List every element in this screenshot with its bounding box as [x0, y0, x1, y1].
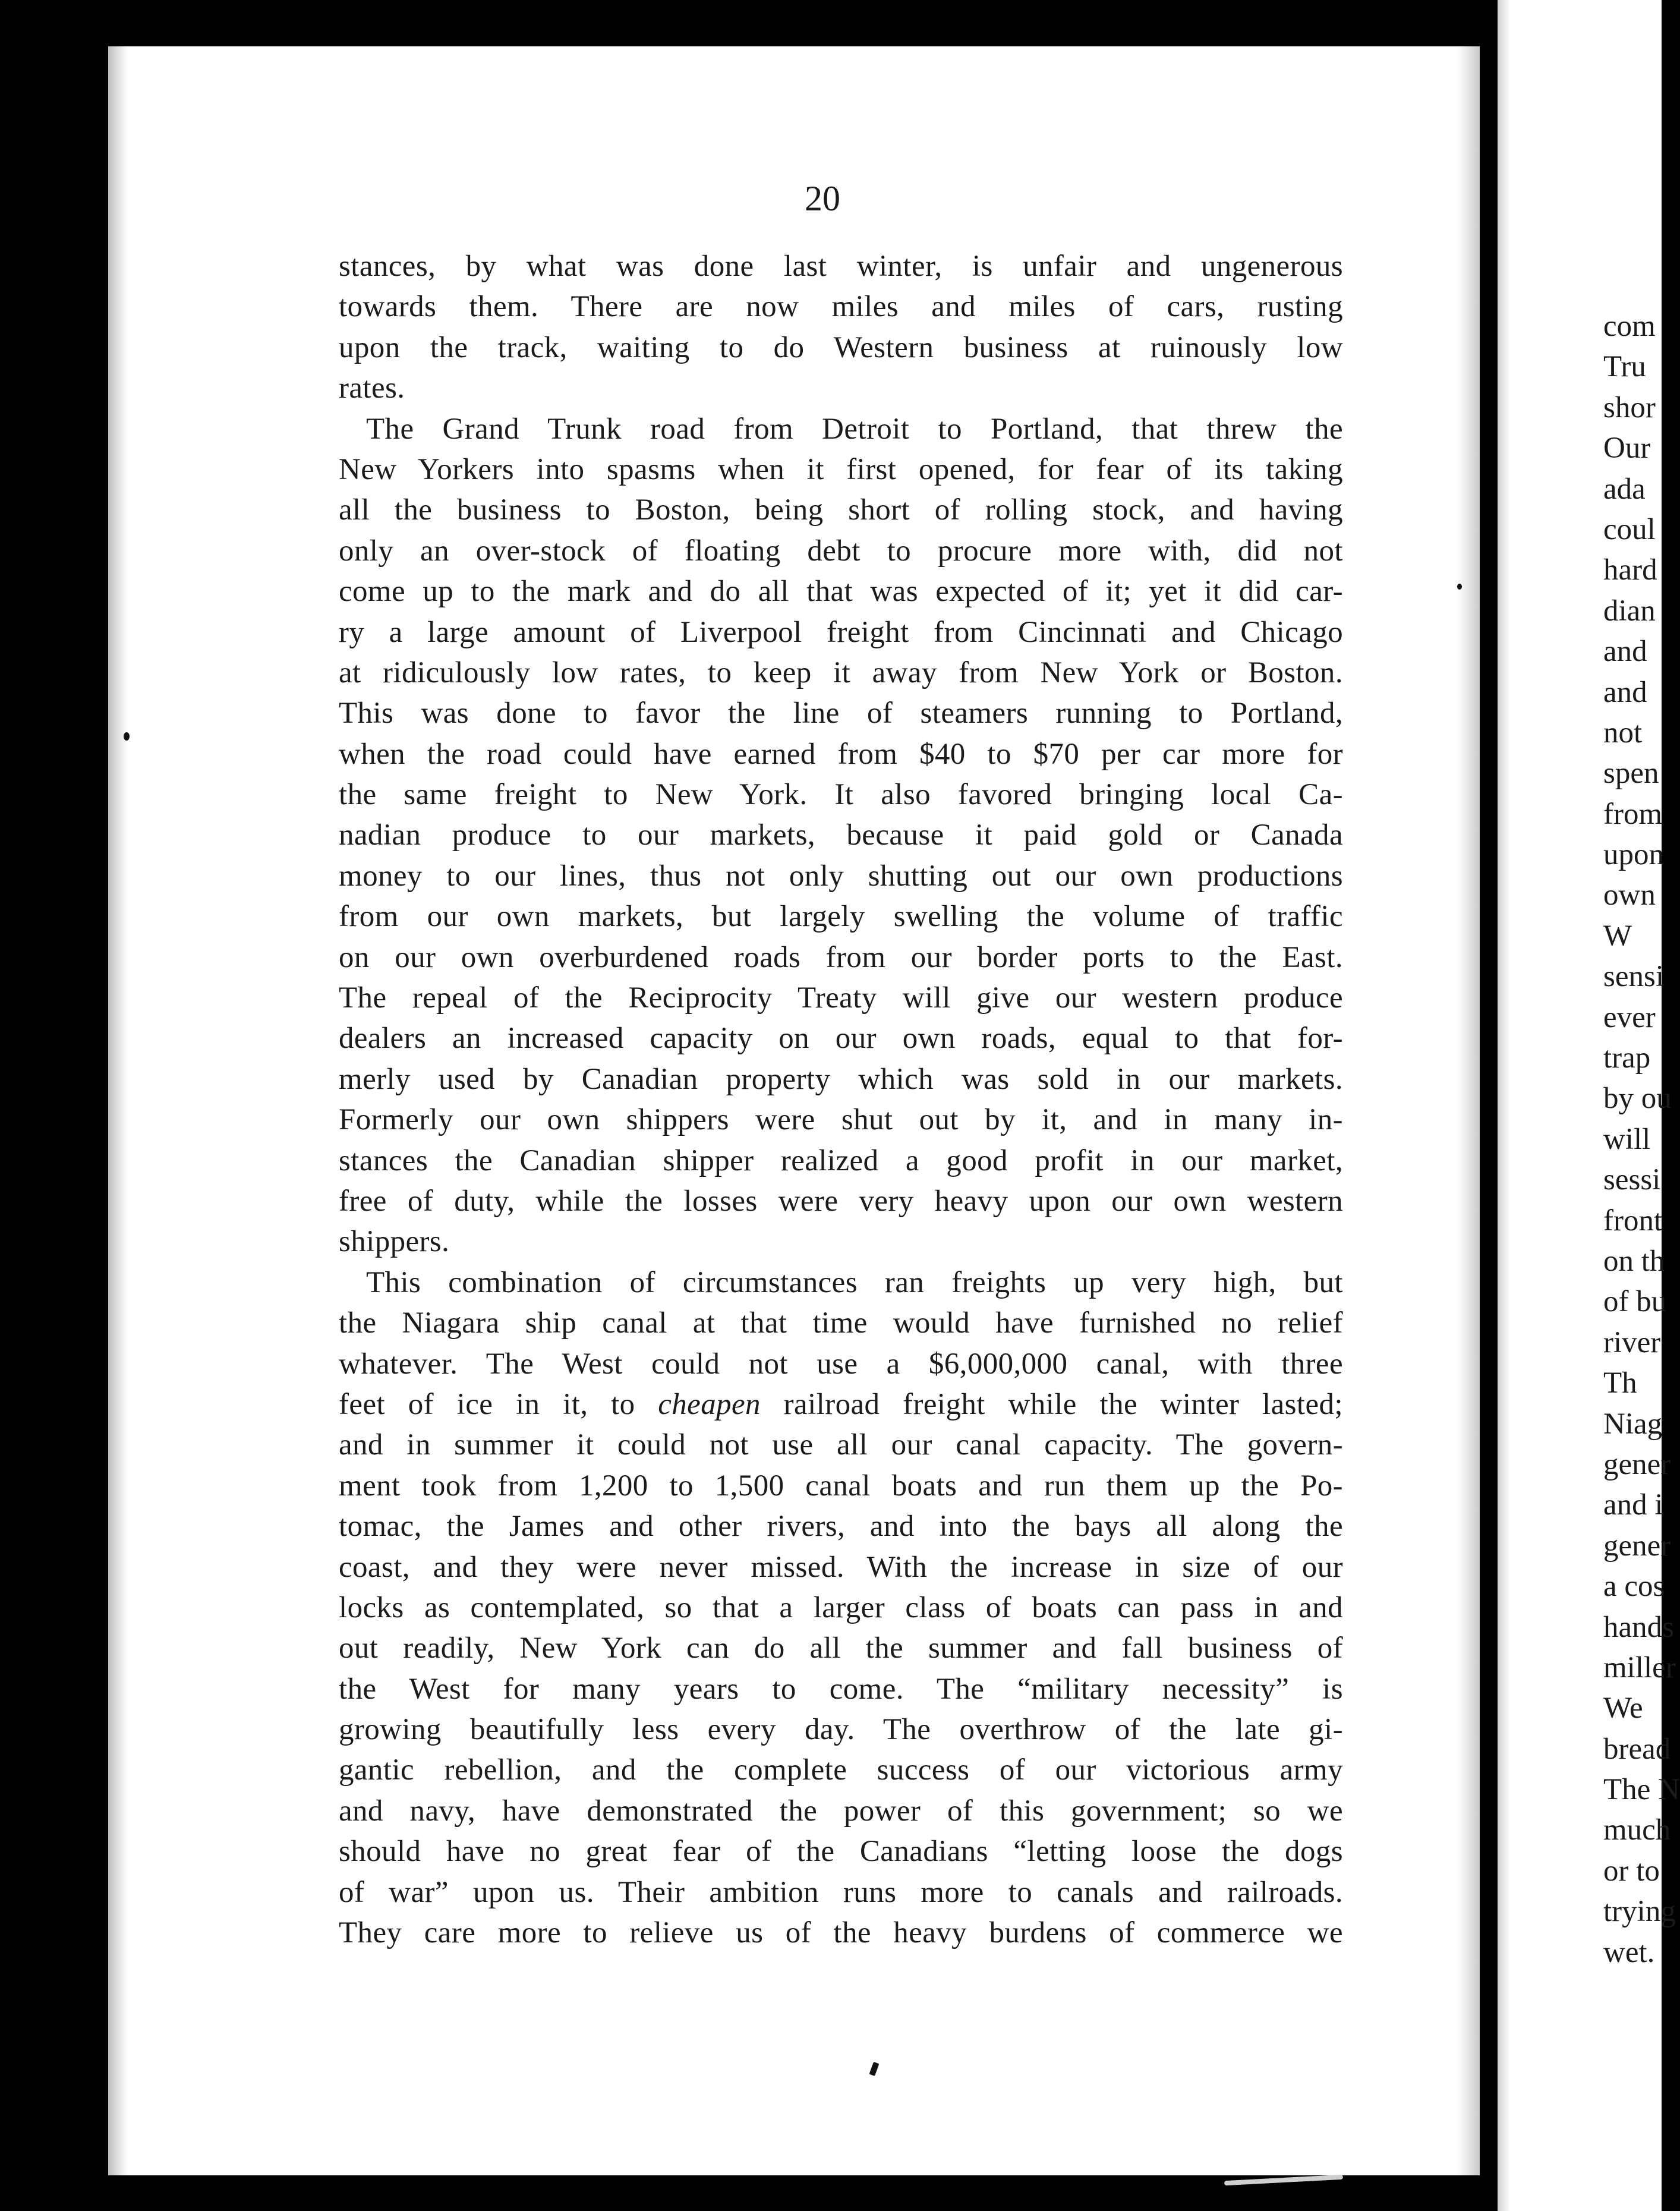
fragment-line: own [1603, 878, 1656, 912]
fragment-line: bread [1603, 1732, 1671, 1766]
fragment-line: sessi [1603, 1163, 1661, 1197]
text-line: coast, and they were never missed. With the increase in size of our [339, 1550, 1343, 1584]
fragment-line: The N [1603, 1773, 1680, 1807]
margin-speck [1224, 2175, 1343, 2185]
fragment-line: front [1603, 1204, 1663, 1237]
fragment-line: W [1603, 919, 1632, 953]
fragment-line: hard [1603, 553, 1657, 587]
text-line: They care more to relieve us of the heavy burdens of commerce we [339, 1916, 1343, 1950]
text-line: the West for many years to come. The “military necessity” is [339, 1672, 1343, 1706]
text-line: ment took from 1,200 to 1,500 canal boats and run them up the Po- [339, 1469, 1343, 1503]
fragment-line: from [1603, 797, 1663, 831]
text-line: the same freight to New York. It also favored bringing local Ca- [339, 778, 1343, 812]
fragment-line: on th [1603, 1244, 1665, 1278]
text-line: of war” upon us. Their ambition runs more to canals and railroads. [339, 1875, 1343, 1909]
fragment-line: and [1603, 675, 1647, 709]
body-text [339, 246, 1343, 1953]
fragment-line: miller [1603, 1651, 1676, 1684]
text-line: This combination of circumstances ran freights up very high, but [366, 1265, 1343, 1299]
text-line: and in summer it could not use all our canal capacity. The govern- [339, 1428, 1343, 1462]
text-line: at ridiculously low rates, to keep it away from New York or Boston. [339, 656, 1343, 689]
fragment-line: or to [1603, 1854, 1660, 1888]
text-line: locks as contemplated, so that a larger class of boats can pass in and [339, 1590, 1343, 1624]
fragment-line: wet. [1603, 1935, 1655, 1969]
text-line: tomac, the James and other rivers, and into the bays all along the [339, 1510, 1343, 1544]
fragment-line: upon [1603, 838, 1664, 872]
emphasized-word: cheapen [658, 1387, 761, 1421]
fragment-line: a cos [1603, 1570, 1665, 1604]
text-line: free of duty, while the losses were very heavy upon our own western [339, 1184, 1343, 1218]
fragment-line: and i [1603, 1488, 1663, 1522]
text-line: money to our lines, thus not only shutting out our own productions [339, 859, 1343, 893]
text-line [339, 1384, 1343, 1425]
text-segment: feet of ice in it, to [339, 1387, 658, 1421]
fragment-line: spen [1603, 757, 1659, 790]
fragment-line: ada [1603, 472, 1646, 506]
fragment-line: coul [1603, 512, 1656, 546]
fragment-line: ever [1603, 1000, 1656, 1034]
margin-speck [124, 732, 130, 741]
fragment-line: trap [1603, 1041, 1651, 1075]
fragment-line: much [1603, 1813, 1671, 1847]
text-line: only an over-stock of floating debt to procure more with, did not [339, 534, 1343, 568]
text-line: dealers an increased capacity on our own roads, equal to that for- [339, 1022, 1343, 1056]
text-line: gantic rebellion, and the complete success of our victorious army [339, 1753, 1343, 1787]
fragment-line: Th [1603, 1366, 1637, 1400]
text-line: when the road could have earned from $40 to $70 per car more for [339, 737, 1343, 771]
text-line: come up to the mark and do all that was expected of it; yet it did car- [339, 575, 1343, 609]
fragment-line: We [1603, 1692, 1643, 1725]
fragment-line: dian [1603, 594, 1656, 628]
text-line: This was done to favor the line of steamers running to Portland, [339, 697, 1343, 730]
text-line: the Niagara ship canal at that time would have furnished no relief [339, 1306, 1343, 1340]
text-line: towards them. There are now miles and miles of cars, rusting [339, 290, 1343, 324]
fragment-line: sensi [1603, 960, 1664, 994]
text-line: shippers. [339, 1225, 450, 1259]
margin-speck [1457, 584, 1462, 590]
text-line: should have no great fear of the Canadians “letting loose the dogs [339, 1835, 1343, 1869]
text-line: from our own markets, but largely swelling the volume of traffic [339, 900, 1343, 934]
text-line: merly used by Canadian property which was sold in our markets. [339, 1062, 1343, 1096]
fragment-line: by ou [1603, 1082, 1672, 1116]
fragment-line: river [1603, 1325, 1661, 1359]
fragment-line: of bu [1603, 1285, 1667, 1319]
fragment-line: shor [1603, 390, 1656, 424]
fragment-line: Our [1603, 432, 1651, 465]
right-page-text [1603, 306, 1680, 1973]
text-line: stances the Canadian shipper realized a good profit in our market, [339, 1144, 1343, 1177]
text-line: upon the track, waiting to do Western business at ruinously low [339, 330, 1343, 364]
text-line: all the business to Boston, being short of rolling stock, and having [339, 493, 1343, 527]
page-number: 20 [805, 179, 840, 218]
text-line: nadian produce to our markets, because it paid gold or Canada [339, 818, 1343, 852]
fragment-line: gener [1603, 1447, 1671, 1481]
text-line: out readily, New York can do all the summer and fall business of [339, 1632, 1343, 1665]
text-line: on our own overburdened roads from our border ports to the East. [339, 940, 1343, 974]
fragment-line: will [1603, 1122, 1651, 1156]
fragment-line: Tru [1603, 350, 1646, 384]
text-segment: railroad freight while the winter lasted; [760, 1387, 1343, 1421]
text-line: The Grand Trunk road from Detroit to Portland, that threw the [366, 412, 1343, 446]
text-line: growing beautifully less every day. The overthrow of the late gi- [339, 1713, 1343, 1747]
text-line: stances, by what was done last winter, is unfair and ungenerous [339, 250, 1343, 283]
fragment-line: gener [1603, 1529, 1671, 1563]
text-line: rates. [339, 371, 405, 405]
fragment-line: hands [1603, 1610, 1674, 1644]
fragment-line: not [1603, 716, 1643, 749]
text-line: whatever. The West could not use a $6,000,000 canal, with three [339, 1347, 1343, 1381]
fragment-line: trying [1603, 1895, 1676, 1929]
text-line: The repeal of the Reciprocity Treaty will give our western produce [339, 981, 1343, 1015]
text-line: Formerly our own shippers were shut out by it, and in many in- [339, 1103, 1343, 1137]
text-line: New Yorkers into spasms when it first opened, for fear of its taking [339, 452, 1343, 486]
text-line: and navy, have demonstrated the power of this government; so we [339, 1794, 1343, 1828]
fragment-line: and [1603, 635, 1647, 669]
fragment-line: Niag [1603, 1407, 1663, 1441]
text-line: ry a large amount of Liverpool freight from Cincinnati and Chicago [339, 615, 1343, 649]
fragment-line: com [1603, 310, 1656, 343]
